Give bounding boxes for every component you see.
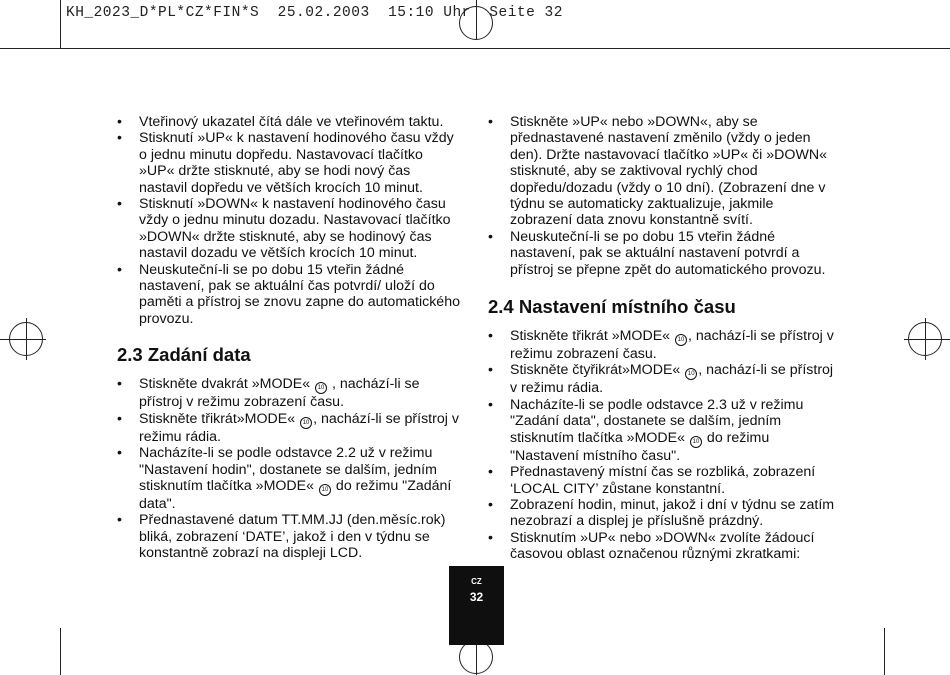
mode-button-icon: 10 <box>315 382 327 394</box>
page-number-tab <box>449 566 504 645</box>
local-time-bullet-list <box>488 328 838 562</box>
list-item: • Neuskuteční-li se po dobu 15 vteřin žádné nastavení, pak se aktuální nastavení potvrdí a přístroj se přepne zpět do automatického provozu. <box>488 229 838 278</box>
crop-mark-right-vertical <box>884 628 885 675</box>
list-item: • Vteřinový ukazatel čítá dále ve vteřinovém taktu. <box>117 114 462 130</box>
crop-mark-top-rule <box>0 48 950 49</box>
registration-mark-left-v <box>26 318 27 360</box>
list-item: • Nacházíte-li se podle odstavce 2.2 už v režimu "Nastavení hodin", dostanete se dalším, jedním stisknutím tlačítka »MODE« 10 do režimu "Zadání data". <box>117 445 462 512</box>
list-item: • Stiskněte čtyřikrát»MODE« 10 , nachází-li se přístroj v režimu rádia. <box>488 362 838 396</box>
list-item: • Přednastavené datum TT.MM.JJ (den.měsíc.rok) bliká, zobrazení ‘DATE’, jakož i den v týdnu se konstantně zobrazí na displeji LCD. <box>117 512 462 561</box>
section-heading-date-entry: 2.3 Zadání data <box>117 344 251 366</box>
date-adjust-bullet-list <box>488 114 838 278</box>
list-item: • Nacházíte-li se podle odstavce 2.3 už v režimu "Zadání data", dostanete se dalším, jedním stisknutím tlačítka »MODE« 10 do režimu "Nastavení místního času". <box>488 397 838 464</box>
header-filename: KH_2023_D*PL*CZ*FIN*S <box>66 5 260 21</box>
date-entry-bullet-list <box>117 376 462 561</box>
list-item: • Neuskuteční-li se po dobu 15 vteřin žádné nastavení, pak se aktuální čas potvrdí/ uloží do paměti a přístroj se znovu zapne do automatického provozu. <box>117 262 462 328</box>
crop-mark-left-vertical <box>60 0 61 48</box>
header-time: 15:10 Uhr <box>388 5 471 21</box>
right-column <box>488 114 838 563</box>
list-item: • Stisknutím »UP« nebo »DOWN« zvolíte žádoucí časovou oblast označenou různými zkratkami: <box>488 530 838 563</box>
list-item: • Stisknutí »UP« k nastavení hodinového času vždy o jednu minutu dopředu. Nastavovací tlačítko »UP« držte stisknuté, aby se hodi nový čas nastavil dopředu ve větších krocích 10 minut. <box>117 130 462 196</box>
list-item: • Stisknutí »DOWN« k nastavení hodinového času vždy o jednu minutu dozadu. Nastavovací tlačítko »DOWN« držte stisknuté, aby se hodinový čas nastavil dozadu ve větších krocích 10 minut. <box>117 196 462 262</box>
registration-mark-right-v <box>925 318 926 360</box>
list-item: • Stiskněte třikrát»MODE« 10 , nachází-li se přístroj v režimu rádia. <box>117 411 462 445</box>
list-item: • Stiskněte »UP« nebo »DOWN«, aby se přednastavené nastavení změnilo (vždy o jeden den). Držte nastavovací tlačítko »UP« či »DOWN« stisknuté, aby se zaktivoval rychlý chod dopředu/dozadu (vždy o 10 dní). (Zobrazení dne v týdnu se automaticky zaktualizuje, jakmile zobrazení data znovu konstantně svítí. <box>488 114 838 229</box>
list-item: • Stiskněte dvakrát »MODE« 10 , nachází-li se přístroj v režimu zobrazení času. <box>117 376 462 410</box>
section-heading-local-time: 2.4 Nastavení místního času <box>488 296 736 318</box>
registration-mark-left-h <box>0 339 46 340</box>
page-number: 32 <box>469 590 484 604</box>
mode-button-icon: 10 <box>675 334 687 346</box>
header-page-label: Seite 32 <box>489 5 563 21</box>
registration-mark-right-h <box>904 339 950 340</box>
intro-bullet-list <box>117 114 462 327</box>
mode-button-icon: 10 <box>690 436 702 448</box>
list-item: • Zobrazení hodin, minut, jakož i dní v týdnu se zatím nezobrazí a displej je příslušně prázdný. <box>488 497 838 530</box>
language-code: CZ <box>471 577 482 586</box>
crop-mark-left-vertical-bottom <box>60 628 61 675</box>
left-column <box>117 114 462 562</box>
mode-button-icon: 10 <box>319 484 331 496</box>
list-item: • Stiskněte třikrát »MODE« 10 , nachází-li se přístroj v režimu zobrazení času. <box>488 328 838 362</box>
mode-button-icon: 10 <box>300 417 312 429</box>
registration-mark-top-v <box>476 0 477 40</box>
list-item: • Přednastavený místní čas se rozbliká, zobrazení ‘LOCAL CITY’ zůstane konstantní. <box>488 464 838 497</box>
mode-button-icon: 10 <box>685 368 697 380</box>
header-date: 25.02.2003 <box>277 5 370 21</box>
